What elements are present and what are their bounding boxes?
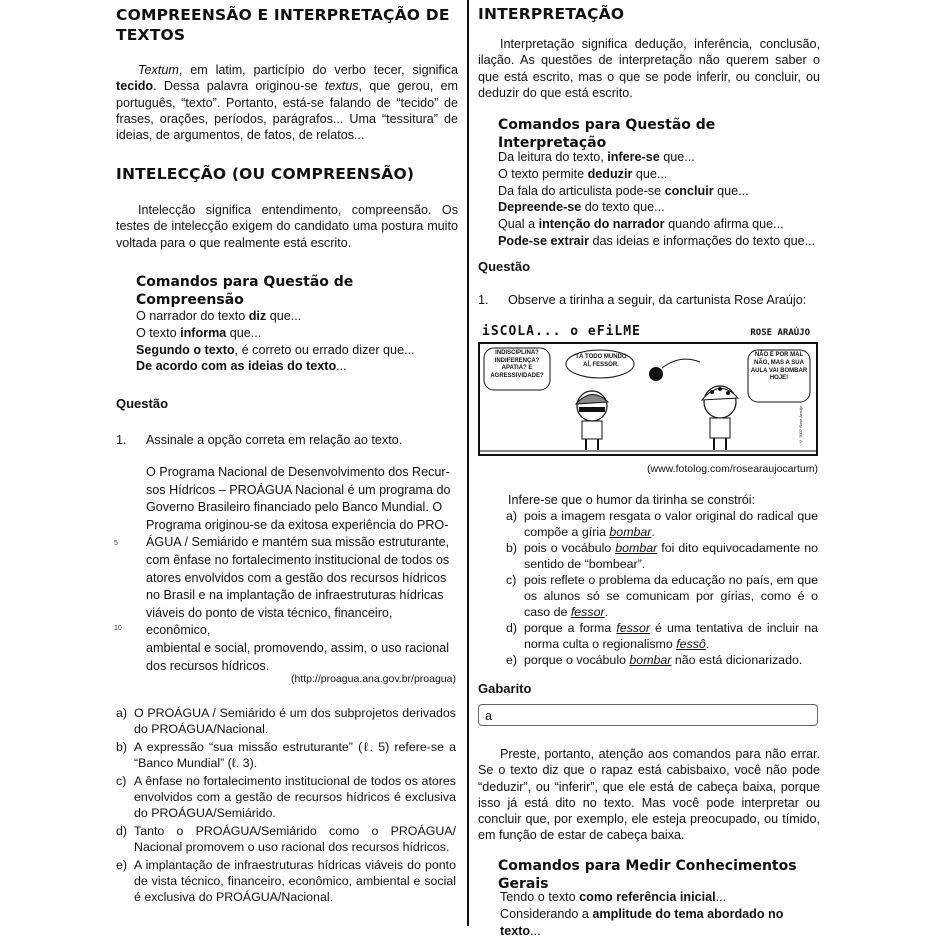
option-letter: e) <box>116 858 128 873</box>
command-item-text: Tendo o texto <box>500 890 580 904</box>
comic-signature: ROSE ARAÚJO <box>750 328 810 338</box>
option-keyword: fessor <box>570 604 605 619</box>
command-item-keyword: amplitude do tema abordado no texto <box>500 906 784 938</box>
passage-line: no Brasil e na implantação de infraestruturas hídricas <box>146 588 444 603</box>
comic-bubble-2: TÁ TODO MUNDO AÍ, FESSOR. <box>575 354 627 368</box>
command-item-text: que... <box>659 150 695 164</box>
option-keyword: fessor <box>616 621 651 636</box>
command-item <box>136 308 458 325</box>
command-item <box>498 166 820 183</box>
intro-t6: , que gerou, em português, “texto”. Portanto, está-se falando de “tecido” de frases, orações, períodos, parágrafos... Uma “tessitura” de ideias, de argumentos, de fatos, de relatos... <box>116 79 458 143</box>
command-item-text: ... <box>336 359 347 374</box>
option-a <box>506 509 818 540</box>
passage-line: ÁGUA / Semiárido e mantém sua missão estruturante, <box>146 535 450 550</box>
command-item <box>498 183 820 200</box>
passage-line: com ênfase no fortalecimento institucional de todos os <box>146 552 450 567</box>
answer-key-box: a <box>478 704 818 726</box>
command-item-text: Da leitura do texto, <box>498 150 608 164</box>
intro-t4: . Dessa palavra originou-se <box>153 79 325 94</box>
command-item-text: que... <box>226 325 262 340</box>
option-letter: c) <box>116 774 127 789</box>
answer-key-label: Gabarito <box>478 681 532 696</box>
command-item-text: ... <box>530 923 541 938</box>
passage-source: (http://proagua.ana.gov.br/proagua) <box>290 673 456 685</box>
question-number: 1. <box>116 433 127 447</box>
command-item-text: que... <box>713 183 749 198</box>
option-d <box>506 621 818 652</box>
question-text: Observe a tirinha a seguir, da cartunista Rose Araújo: <box>508 293 807 307</box>
question-number: 1. <box>478 293 489 307</box>
passage-line: O Programa Nacional de Desenvolvimento dos Recur- <box>146 465 450 479</box>
option-keyword: bombar <box>629 653 672 668</box>
general-knowledge-commands-title: Comandos para Medir Conhecimentos Gerais <box>498 858 797 892</box>
option-b <box>506 541 818 572</box>
option-b <box>116 740 456 771</box>
command-item-text: , é correto ou errado dizer que... <box>234 342 415 357</box>
command-item-text: O texto permite <box>498 166 588 181</box>
interpretation-title: INTERPRETAÇÃO <box>478 5 625 23</box>
command-item-keyword: deduzir <box>587 166 633 181</box>
intro-t1: Textum <box>138 63 179 77</box>
section-title-line2: TEXTOS <box>116 26 186 44</box>
option-e <box>506 653 818 669</box>
command-item-text: que... <box>632 166 668 181</box>
command-item <box>498 199 820 216</box>
command-item <box>500 906 820 939</box>
intelection-paragraph: Intelecção significa entendimento, compreensão. Os testes de intelecção exigem do candidato uma postura muito voltada para o que realmente está escrito. <box>116 203 458 250</box>
interpretation-commands-list <box>498 149 820 250</box>
command-item <box>498 233 820 250</box>
section-title <box>116 5 450 45</box>
option-letter: e) <box>506 653 518 668</box>
command-item-text: O texto <box>136 325 181 340</box>
option-d <box>116 824 456 855</box>
command-item-text: das ideias e informações do texto que... <box>589 233 816 248</box>
option-text: Tanto o PROÁGUA/Semiárido como o PROÁGUA/ Nacional promovem o uso racional dos recursos hídricos. <box>134 824 456 854</box>
comic-strip <box>478 322 820 456</box>
option-text: porque o vocábulo <box>524 653 630 668</box>
command-item-keyword: intenção do narrador <box>538 217 665 232</box>
command-item-text: ... <box>715 890 727 904</box>
option-e <box>116 858 456 905</box>
command-item-keyword: como referência inicial <box>579 890 716 904</box>
command-item-text: quando afirma que... <box>664 217 784 232</box>
option-keyword: bombar <box>609 524 652 539</box>
interpretation-commands-title: Comandos para Questão de Interpretação <box>498 117 716 151</box>
option-keyword: bombar <box>615 541 658 556</box>
comic-panel <box>478 342 818 456</box>
comic-title: iSCOLA... o eFiLME <box>482 324 641 339</box>
option-letter: d) <box>506 621 518 636</box>
option-text: A ênfase no fortalecimento institucional de todos os atores envolvidos com a gestão de recursos hídricos é exclusiva do PROÁGUA/Semiárido. <box>134 774 456 820</box>
command-item <box>498 216 820 233</box>
question-label: Questão <box>116 396 169 411</box>
section-title-line1: COMPREENSÃO E INTERPRETAÇÃO DE <box>116 6 450 24</box>
comic-copyright: © 2007 Rose Araújo <box>798 406 803 444</box>
intro-t2: , em latim, particípio do verbo tecer, significa <box>178 63 458 77</box>
comic-source: (www.fotolog.com/rosearaujocartum) <box>647 463 818 475</box>
command-item <box>136 325 458 342</box>
general-knowledge-commands-list <box>500 889 820 939</box>
comprehension-commands-list <box>136 308 458 375</box>
command-item-keyword: concluir <box>664 183 714 198</box>
option-text: porque a forma <box>524 621 617 636</box>
command-item <box>136 342 458 359</box>
command-item-text: que... <box>266 309 302 323</box>
question-stem: Infere-se que o humor da tirinha se constrói: <box>508 493 756 507</box>
passage-line: atores envolvidos com a gestão dos recursos hídricos <box>146 570 447 585</box>
option-text: A implantação de infraestruturas hídricas viáveis do ponto de vista técnico, financeiro, econômico, ambiental e social é exclusiva do PROÁGUA/Nacional. <box>134 858 456 904</box>
command-item-keyword: informa <box>180 325 227 340</box>
option-c <box>506 573 818 620</box>
passage <box>146 464 458 675</box>
option-letter: a) <box>116 706 128 720</box>
option-letter: a) <box>506 509 518 523</box>
passage-line: Governo Brasileiro financiado pelo Banco Mundial. O <box>146 500 443 515</box>
option-text: O PROÁGUA / Semiárido é um dos subprojetos derivados do PROÁGUA/Nacional. <box>134 706 456 736</box>
command-item-keyword: Depreende-se <box>498 200 582 215</box>
option-text: foi dito equivocadamente no sentido de “bombear”. <box>524 541 818 571</box>
question-text: Assinale a opção correta em relação ao texto. <box>146 433 403 447</box>
option-text: A expressão “sua missão estruturante” (ℓ. 5) refere-se a “Banco Mundial” (ℓ. 3). <box>134 740 456 770</box>
interpretation-paragraph: Interpretação significa dedução, inferência, conclusão, ilação. As questões de interpretação não querem saber o que está escrito, mas o que se pode inferir, ou concluir, ou deduzir do que está escrito. <box>478 37 820 100</box>
comprehension-commands-title: Comandos para Questão de Compreensão <box>136 274 354 308</box>
intro-paragraph <box>116 62 458 143</box>
answer-options <box>506 509 818 670</box>
question-prompt <box>116 432 458 448</box>
command-item <box>136 358 458 375</box>
option-text: é uma tentativa de incluir na norma culta o regionalismo <box>524 621 818 651</box>
passage-line: sos Hídricos – PROÁGUA Nacional é um programa do <box>146 482 451 497</box>
command-item-keyword: Pode-se extrair <box>498 233 589 248</box>
comic-bubble-3: NÃO É POR MAL NÃO, MAS A SUA AULA VAI BOMBAR HOJE! <box>750 352 808 382</box>
section-title-2: INTELECÇÃO (OU COMPREENSÃO) <box>116 165 415 183</box>
option-text: . <box>705 636 710 651</box>
option-a <box>116 706 456 737</box>
option-letter: b) <box>116 740 128 755</box>
command-item-keyword: Segundo o texto <box>136 342 235 357</box>
passage-line: Programa originou-se da exitosa experiência do PRO- <box>146 517 449 532</box>
option-text: . <box>604 604 609 619</box>
command-item-text: O narrador do texto <box>136 309 249 323</box>
option-text: pois reflete o problema da educação no país, em que os alunos só se comunicam por gírias, como é o caso de <box>524 573 818 619</box>
passage-line: viáveis do ponto de vista técnico, financeiro, econômico, <box>146 605 393 638</box>
option-text: pois o vocábulo <box>524 541 616 556</box>
command-item-text: do texto que... <box>581 200 665 215</box>
question-prompt <box>478 292 820 308</box>
option-letter: c) <box>506 573 517 588</box>
question-label: Questão <box>478 259 531 274</box>
option-c <box>116 774 456 821</box>
option-keyword: fessô <box>676 636 706 651</box>
comic-bubble-1: INDISCIPLINA? INDIFERENÇA? APATIA? E AGRESSIVIDADE? <box>490 350 544 379</box>
line-number-10: 10 <box>114 625 122 632</box>
intro-t3: tecido <box>116 79 154 94</box>
command-item-keyword: diz <box>248 309 267 323</box>
command-item-keyword: De acordo com as ideias do texto <box>136 359 337 374</box>
option-text: . <box>651 524 655 539</box>
option-text: pois a imagem resgata o valor original do radical que compõe a gíria <box>524 509 818 539</box>
passage-line: dos recursos hídricos. <box>146 658 270 673</box>
command-item-text: Da fala do articulista pode-se <box>498 183 665 198</box>
line-number-5: 5 <box>114 540 118 547</box>
answer-options <box>116 706 456 908</box>
option-text: não está dicionarizado. <box>671 653 803 668</box>
command-item-keyword: infere-se <box>607 150 660 164</box>
option-letter: d) <box>116 824 128 839</box>
command-item-text: Considerando a <box>500 906 593 921</box>
passage-line: ambiental e social, promovendo, assim, o uso racional <box>146 640 450 655</box>
command-item <box>498 149 820 166</box>
option-letter: b) <box>506 541 518 556</box>
intro-t5: textus <box>324 79 359 94</box>
command-item-text: Qual a <box>498 217 539 232</box>
advice-paragraph: Preste, portanto, atenção aos comandos para não errar. Se o texto diz que o rapaz está cabisbaixo, você não pode “deduzir”, ou “inferir”, que ele está de cabeça baixa, porque isso já está dito no texto. Mas você pode interpretar ou concluir que, por exemplo, ele esteja preocupado, ou tímido, em função de estar de cabeça baixa. <box>478 747 820 843</box>
column-divider <box>467 0 469 926</box>
command-item <box>500 889 820 906</box>
